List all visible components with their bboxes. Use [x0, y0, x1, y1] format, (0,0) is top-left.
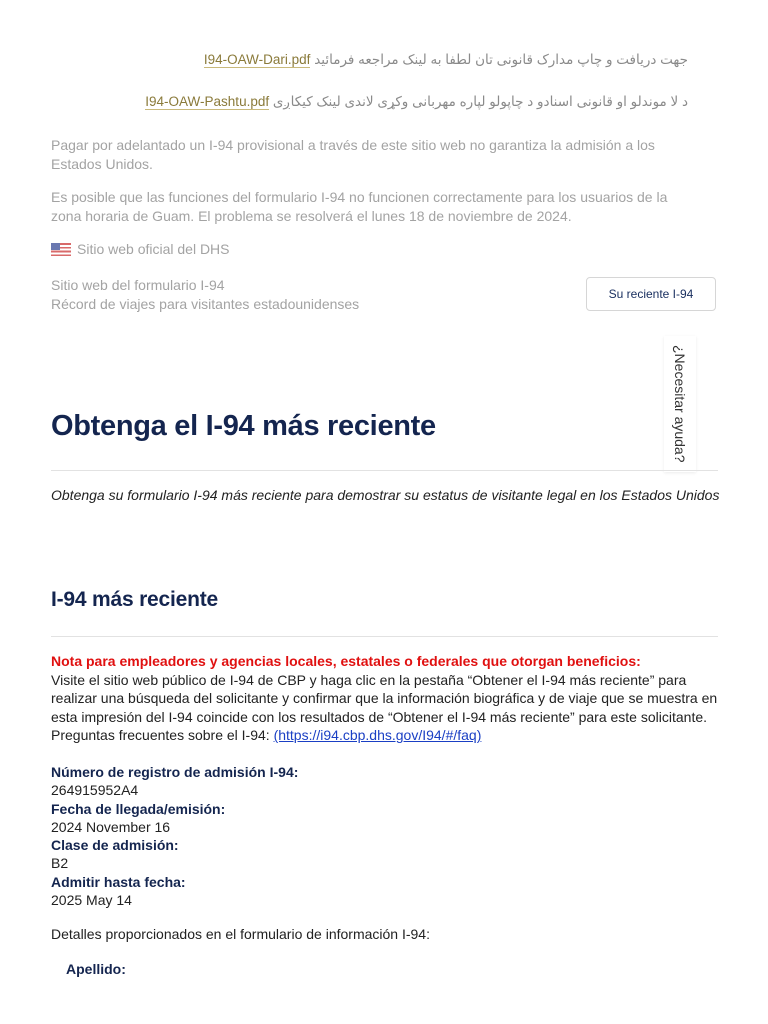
page-title: Obtenga el I-94 más reciente — [51, 410, 436, 442]
title-divider — [51, 470, 718, 471]
arrival-date-value: 2024 November 16 — [51, 818, 171, 835]
site-subtitle: Récord de viajes para visitantes estadounidenses — [51, 296, 360, 312]
pashtu-pdf-link[interactable]: I94-OAW-Pashtu.pdf — [145, 94, 270, 109]
section-divider — [51, 636, 718, 637]
admission-class-label: Clase de admisión: — [51, 837, 179, 854]
faq-link[interactable]: (https://i94.cbp.dhs.gov/I94/#/faq) — [273, 727, 482, 743]
employer-note — [51, 652, 726, 745]
dari-instruction — [204, 52, 688, 68]
us-flag-icon — [51, 243, 71, 256]
prepay-notice: Pagar por adelantado un I-94 provisional a través de este sitio web no garantiza la admisión a los Estados Unidos. — [51, 137, 655, 172]
admit-until-label: Admitir hasta fecha: — [51, 873, 186, 890]
employer-note-text: Visite el sitio web público de I-94 de CBP y haga clic en la pestaña “Obtener el I-94 más reciente” para realizar una búsqueda del solicitante y confirmar que la información biográfica y de viaje que se muestra en esta impresión del I-94 coincide con los resultados de “Obtener el I-94 más reciente” para este solicitante. Preguntas frecuentes sobre el I-94: — [51, 671, 718, 743]
site-title: Sitio web del formulario I-94 — [51, 277, 225, 293]
site-identity — [51, 276, 359, 314]
dhs-official-label: Sitio web oficial del DHS — [77, 241, 230, 257]
i94-record — [51, 763, 298, 909]
admission-number-value: 264915952A4 — [51, 782, 139, 799]
form-details-intro: Detalles proporcionados en el formulario de información I-94: — [51, 926, 430, 942]
section-title: I-94 más reciente — [51, 588, 219, 611]
help-tab[interactable] — [664, 336, 696, 472]
recent-i94-button[interactable]: Su reciente I-94 — [586, 277, 716, 311]
surname-label: Apellido: — [66, 961, 126, 977]
guam-notice: Es posible que las funciones del formulario I-94 no funcionen correctamente para los usuarios de la zona horaria de Guam. El problema se resolverá el lunes 18 de noviembre de 2024. — [51, 189, 668, 224]
page-subtitle: Obtenga su formulario I-94 más reciente para demostrar su estatus de visitante legal en los Estados Unidos — [51, 487, 720, 503]
admission-class-value: B2 — [51, 855, 69, 872]
pashtu-instruction-text: د لا موندلو او قانونی اسنادو د چاپولو لپاره مهربانی وکړی لاندی لینک کیکاږی — [272, 94, 688, 109]
dari-pdf-link[interactable]: I94-OAW-Dari.pdf — [203, 52, 311, 67]
dhs-official-banner[interactable] — [51, 241, 230, 257]
admit-until-value: 2025 May 14 — [51, 892, 132, 909]
pashtu-instruction — [145, 94, 688, 110]
dari-instruction-text: جهت دریافت و چاپ مدارک قانونی تان لطفا به لینک مراجعه فرمائید — [314, 52, 688, 67]
admission-number-label: Número de registro de admisión I-94: — [51, 764, 299, 780]
arrival-date-label: Fecha de llegada/emisión: — [51, 800, 226, 817]
help-tab-label: ¿Necesitar ayuda? — [672, 345, 688, 463]
employer-warning: Nota para empleadores y agencias locales, estatales o federales que otorgan beneficios: — [51, 653, 641, 669]
